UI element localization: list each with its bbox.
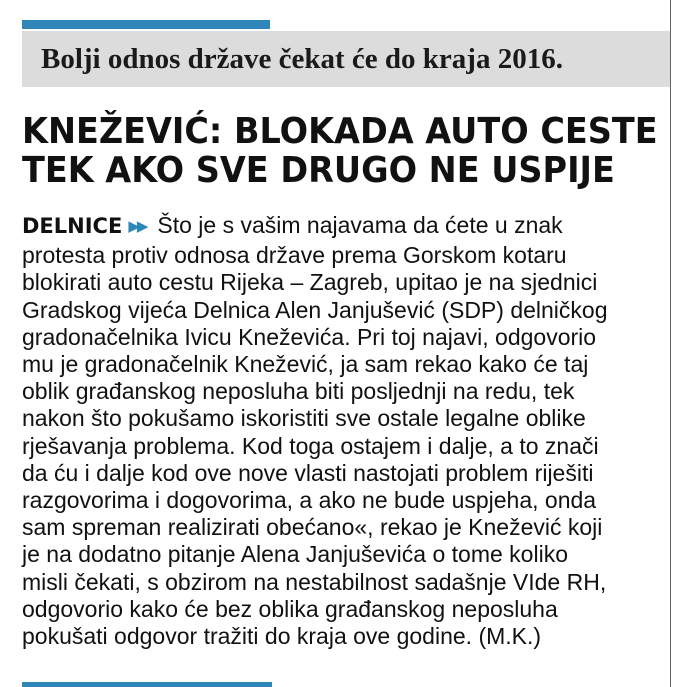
article-line: blokirati auto cestu Rijeka – Zagreb, upitao je na sjednici <box>22 269 598 296</box>
dateline: DELNICE <box>22 214 123 238</box>
column-rule <box>670 0 671 687</box>
article-line: je na dodatno pitanje Alena Janjuševića o tome koliko <box>22 541 568 568</box>
headline-line: KNEŽEVIĆ: BLOKADA AUTO CESTE <box>22 111 658 152</box>
article-line: odgovorio kako će bez oblika građanskog neposluha <box>22 595 558 622</box>
headline <box>22 111 658 191</box>
article-line: oblik građanskog neposluha biti posljednji na redu, tek <box>22 378 575 405</box>
double-arrow-icon: ▶▶ <box>128 218 146 235</box>
article-line: sam spreman realizirati obećano«, rekao je Knežević koji <box>22 514 603 541</box>
subhead: Bolji odnos države čekat će do kraja 2016. <box>41 43 563 75</box>
article-first-line-text: Što je s vašim najavama da ćete u znak <box>157 212 563 238</box>
top-accent-bar <box>22 20 270 29</box>
headline-line: TEK AKO SVE DRUGO NE USPIJE <box>22 150 615 191</box>
bottom-accent-bar <box>22 682 272 687</box>
article-line: Gradskog vijeća Delnica Alen Janjušević (SDP) delničkog <box>22 296 608 323</box>
article-line: pokušati odgovor tražiti do kraja ove godine. (M.K.) <box>22 623 542 650</box>
article-line: nakon što pokušamo iskoristiti sve ostale legalne oblike <box>22 405 586 432</box>
article-line: gradonačelnika Ivicu Kneževića. Pri toj najavi, odgovorio <box>22 323 597 350</box>
article-line <box>22 212 670 242</box>
article-line: rješavanja problema. Kod toga ostajem i dalje, a to znači <box>22 432 599 459</box>
article-line: misli čekati, s obzirom na nestabilnost sadašnje VIde RH, <box>22 568 607 595</box>
article-line: mu je gradonačelnik Knežević, ja sam rekao kako će taj <box>22 351 589 378</box>
article-line: razgovorima i dogovorima, a ako ne bude uspjeha, onda <box>22 487 597 514</box>
article-body <box>22 212 670 650</box>
article-line: da ću i dalje kod ove nove vlasti nastojati problem riješiti <box>22 459 594 486</box>
article-line: protesta protiv odnosa države prema Gorskom kotaru <box>22 242 567 269</box>
